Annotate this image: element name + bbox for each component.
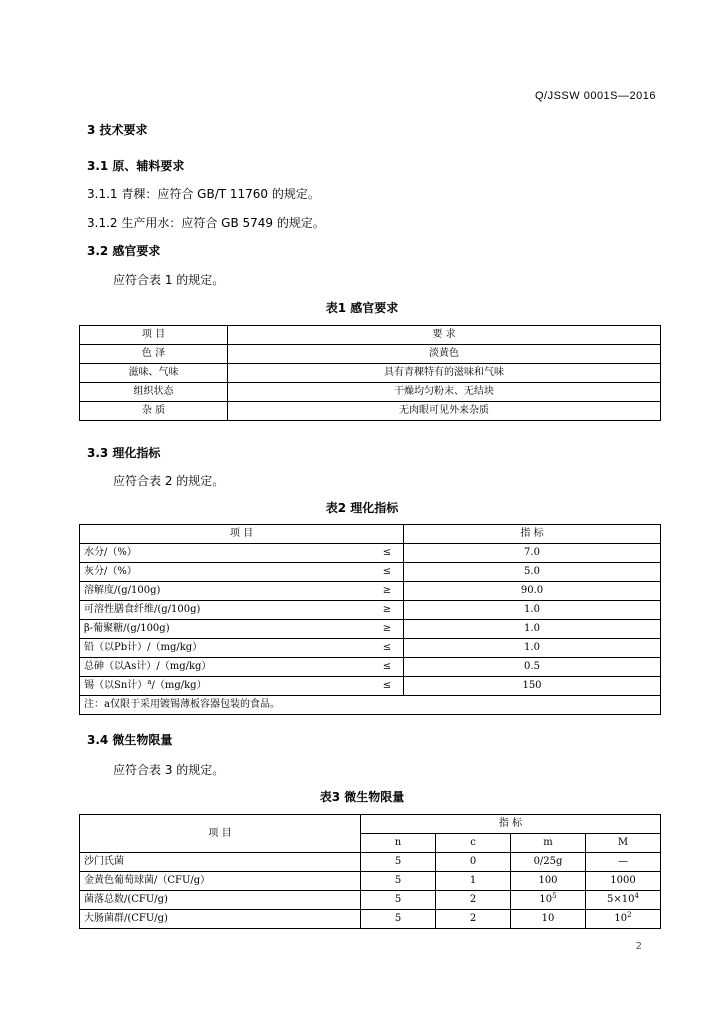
- footnote-mark: a: [147, 678, 152, 686]
- table-cell: 0.5: [404, 658, 661, 677]
- table-row: [80, 639, 661, 658]
- table-cell: [511, 891, 586, 910]
- table-cell: 5.0: [404, 563, 661, 582]
- table-row: [80, 658, 661, 677]
- table-row: [80, 402, 661, 421]
- section-3-2-title: 3.2 感官要求: [87, 244, 161, 258]
- table-cell: 色 泽: [80, 345, 228, 364]
- section-3-3-title: 3.3 理化指标: [87, 446, 161, 460]
- table-row: [80, 910, 661, 929]
- table-3-caption: 表3 微生物限量: [319, 790, 405, 804]
- table-cell: 100: [511, 872, 586, 891]
- section-3-1-title: 3.1 原、辅料要求: [87, 159, 185, 173]
- table-cell: 具有青稞特有的滋味和气味: [228, 364, 661, 383]
- page-number: 2: [635, 941, 642, 952]
- table-cell: ≤: [371, 563, 404, 582]
- table-cell: 5: [361, 910, 436, 929]
- table-cell: 5: [361, 891, 436, 910]
- section-3-1-1: 3.1.1 青稞：应符合 GB/T 11760 的规定。: [87, 187, 320, 201]
- section-3-title: 3 技术要求: [87, 123, 148, 137]
- table-row: [80, 872, 661, 891]
- table-cell: 7.0: [404, 544, 661, 563]
- table-cell: 1.0: [404, 639, 661, 658]
- table-header-row: [80, 815, 661, 834]
- table-header-cell: 要 求: [228, 326, 661, 345]
- table-1-caption: 表1 感官要求: [325, 301, 399, 315]
- section-3-1-2: 3.1.2 生产用水：应符合 GB 5749 的规定。: [87, 216, 325, 230]
- table-cell: β-葡聚糖/(g/100g): [80, 620, 372, 639]
- table-row: [80, 345, 661, 364]
- table-cell: 组织状态: [80, 383, 228, 402]
- table-header-cell: 项 目: [80, 525, 404, 544]
- exponent: 5: [552, 892, 557, 900]
- table-1-sensory: [79, 325, 661, 421]
- table-header-row: [80, 326, 661, 345]
- table-header-cell: m: [511, 834, 586, 853]
- table-row: [80, 853, 661, 872]
- table-header-cell: c: [436, 834, 511, 853]
- table-cell: 1.0: [404, 620, 661, 639]
- table-cell: ≤: [371, 639, 404, 658]
- table-cell: 菌落总数/(CFU/g): [80, 891, 361, 910]
- table-cell: 1000: [586, 872, 661, 891]
- table-3-microbial: [79, 814, 661, 929]
- table-row: [80, 677, 661, 696]
- table-cell: 铅（以Pb计）/（mg/kg）: [80, 639, 372, 658]
- table-cell: [586, 891, 661, 910]
- table-header-cell: 指 标: [404, 525, 661, 544]
- table-row: [80, 544, 661, 563]
- section-3-4-text: 应符合表 3 的规定。: [113, 763, 225, 777]
- table-header-cell: n: [361, 834, 436, 853]
- table-cell: 无肉眼可见外来杂质: [228, 402, 661, 421]
- table-cell: 大肠菌群/(CFU/g): [80, 910, 361, 929]
- table-cell: 1: [436, 872, 511, 891]
- table-cell: 灰分/（%）: [80, 563, 372, 582]
- table-cell: 0/25g: [511, 853, 586, 872]
- table-cell-tin: [80, 677, 372, 696]
- table-note: 注：a仅限于采用镀锡薄板容器包装的食品。: [80, 696, 661, 715]
- table-cell: ≤: [371, 677, 404, 696]
- table-cell: ≤: [371, 544, 404, 563]
- table-cell: 溶解度/(g/100g): [80, 582, 372, 601]
- value-base: 10: [614, 913, 628, 924]
- table-cell: 2: [436, 891, 511, 910]
- table-cell: [586, 910, 661, 929]
- table-header-row: [80, 525, 661, 544]
- table-2-physicochemical: [79, 524, 661, 715]
- table-cell: ≥: [371, 582, 404, 601]
- value-base: 10: [539, 894, 553, 905]
- table-cell: 0: [436, 853, 511, 872]
- table-cell: 可溶性膳食纤维/(g/100g): [80, 601, 372, 620]
- table-header-cell: 项 目: [80, 815, 361, 853]
- table-row: [80, 582, 661, 601]
- tin-unit: /（mg/kg）: [151, 680, 207, 691]
- table-cell: 总砷（以As计）/（mg/kg）: [80, 658, 372, 677]
- exponent: 4: [634, 892, 639, 900]
- table-cell: 5: [361, 872, 436, 891]
- table-cell: 10: [511, 910, 586, 929]
- table-cell: 2: [436, 910, 511, 929]
- table-cell: 90.0: [404, 582, 661, 601]
- table-cell: —: [586, 853, 661, 872]
- table-row: [80, 383, 661, 402]
- table-row: [80, 364, 661, 383]
- table-header-cell: 项 目: [80, 326, 228, 345]
- table-row: [80, 563, 661, 582]
- section-3-4-title: 3.4 微生物限量: [87, 733, 173, 747]
- table-2-caption: 表2 理化指标: [325, 501, 399, 515]
- table-cell: 5: [361, 853, 436, 872]
- table-cell: 150: [404, 677, 661, 696]
- table-row: [80, 891, 661, 910]
- table-cell: 金黄色葡萄球菌/（CFU/g）: [80, 872, 361, 891]
- section-3-3-text: 应符合表 2 的规定。: [113, 474, 225, 488]
- table-cell: ≥: [371, 601, 404, 620]
- table-cell: ≤: [371, 658, 404, 677]
- document-code: Q/JSSW 0001S—2016: [534, 90, 656, 102]
- exponent: 2: [627, 911, 632, 919]
- tin-label: 锡（以Sn计）: [84, 680, 148, 691]
- value-base: 5×10: [607, 894, 635, 905]
- table-cell: 水分/（%）: [80, 544, 372, 563]
- section-3-2-text: 应符合表 1 的规定。: [113, 273, 225, 287]
- table-cell: 杂 质: [80, 402, 228, 421]
- table-note-row: [80, 696, 661, 715]
- table-cell: 淡黄色: [228, 345, 661, 364]
- table-cell: 1.0: [404, 601, 661, 620]
- table-cell: ≥: [371, 620, 404, 639]
- table-row: [80, 620, 661, 639]
- table-cell: 沙门氏菌: [80, 853, 361, 872]
- table-header-cell: M: [586, 834, 661, 853]
- table-cell: 干燥均匀粉末、无结块: [228, 383, 661, 402]
- table-row: [80, 601, 661, 620]
- table-header-cell: 指 标: [361, 815, 661, 834]
- table-cell: 滋味、气味: [80, 364, 228, 383]
